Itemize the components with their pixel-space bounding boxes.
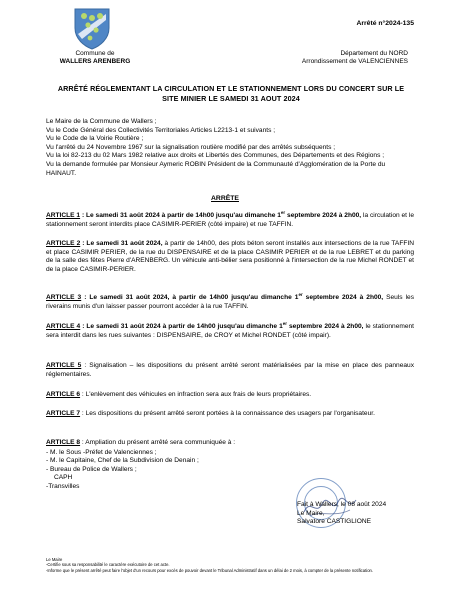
article-highlight: : Le samedi 31 août 2024, à partir de 14h00 jusqu'au dimanche 1: [81, 294, 299, 301]
article-2: [46, 240, 414, 274]
article-label: ARTICLE 6: [46, 391, 81, 398]
article-highlight: : Le samedi 31 août 2024,: [80, 240, 163, 247]
article-label: ARTICLE 8: [46, 439, 81, 446]
distribution-item: CAPH: [54, 474, 73, 482]
article-text: : Les dispositions du présent arrêté seront portées à la connaissance des usagers par l'organisateur.: [80, 410, 375, 417]
article-text: : Ampliation du présent arrêté sera communiquée à :: [80, 439, 236, 446]
signature-place-date: Fait à Wallers, le 08 août 2024: [297, 501, 387, 508]
consideration-item: Vu l'arrêté du 24 Novembre 1967 sur la signalisation routière modifié par des arrêtés subséquents ;: [46, 143, 336, 151]
article-1: [46, 209, 414, 229]
ordinal-suffix: er: [280, 209, 286, 215]
article-6: [46, 391, 414, 400]
article-text: le stationnement sera interdit dans les rues suivantes : DISPENSAIRE, de CROY et Michel RONDET (côté impair).: [46, 323, 415, 339]
article-highlight: septembre 2024 à 2h00,: [285, 212, 362, 219]
ordinal-suffix: er: [282, 320, 288, 326]
consideration-item: Le Maire de la Commune de Wallers ;: [46, 118, 157, 125]
article-4: [46, 320, 415, 340]
considerations: [46, 118, 416, 178]
footnote-line: Le Maire: [46, 557, 63, 562]
article-label: ARTICLE 2: [46, 240, 81, 247]
commune-label: Commune de: [75, 50, 115, 57]
article-highlight: : Le samedi 31 août 2024 à partir de 14h00 jusqu'au dimanche 1: [80, 323, 283, 330]
legal-footnote: [46, 557, 426, 573]
distribution-item: - Bureau de Police de Wallers ;: [46, 465, 137, 473]
ordinal-suffix: er: [298, 291, 303, 297]
article-label: ARTICLE 5: [46, 362, 82, 369]
article-label: ARTICLE 7: [46, 410, 81, 417]
coat-of-arms-icon: [72, 6, 112, 50]
article-text: Seuls les riverains munis d'un laisser passer pourront accéder à la rue TAFFIN.: [46, 294, 415, 310]
article-highlight: : Le samedi 31 août 2024 à partir de 14h00 jusqu'au dimanche 1: [80, 212, 281, 219]
consideration-item: Vu la demande formulée par Monsieur Aymeric ROBIN Président de la Communauté d'Agglomération de la Porte du HAINAUT.: [46, 160, 386, 177]
article-text: la circulation et le stationnement seront interdits place CASIMIR-PERIER (côté impaire) et rue TAFFIN.: [46, 212, 414, 228]
article-8: [46, 439, 414, 448]
consideration-item: Vu le Code de la Voirie Routière ;: [46, 135, 144, 143]
commune-name: WALLERS ARENBERG: [59, 58, 131, 65]
distribution-item: - M. le Sous -Préfet de Valenciennes ;: [46, 449, 157, 456]
document-title: ARRÊTÉ RÉGLEMENTANT LA CIRCULATION ET LE STATIONNEMENT LORS DU CONCERT SUR LE SITE MINIER LE SAMEDI 31 AOUT 2024: [57, 84, 405, 103]
distribution-item: -Transvilles: [46, 482, 80, 490]
arrondissement-line: Arrondissement de VALENCIENNES: [301, 58, 408, 65]
distribution-item: - M. le Capitaine, Chef de la Subdivision de Denain ;: [46, 457, 199, 465]
article-7: [46, 410, 414, 419]
department-line: Département du NORD: [340, 50, 408, 57]
article-text: : Signalisation – les dispositions du présent arrêté seront matérialisées par la mise en place des panneaux réglementaires.: [46, 362, 414, 378]
arrete-number: Arrêté n°2024-135: [356, 20, 414, 27]
consideration-item: Vu la loi 82-213 du 02 Mars 1982 relative aux droits et Libertés des Communes, des Départements et des Régions ;: [46, 152, 385, 160]
arrete-heading: ARRÊTE: [211, 195, 239, 202]
distribution-list: [46, 449, 286, 491]
article-label: ARTICLE 3: [46, 294, 82, 301]
footnote-line: -Informe que le présent arrêté peut faire l'objet d'un recours pour excès de pouvoir devant le Tribunal Administratif dans un délai de 2 mois, à compter de la présente notification.: [46, 567, 374, 573]
consideration-item: Vu le Code Général des Collectivités Territoriales Articles L2213-1 et suivants ;: [46, 126, 276, 134]
article-text: à partir de 14h00, des plots béton seront installés aux intersections de la rue TAFFIN et place CASIMIR PERIER, de la rue du DISPENSAIRE et de la place CASIMIR PERIER et de la rue LEBRET et du parking de la salle des fêtes Pierre d'ARENBERG. Un véhicule anti-bélier sera positionné à l'intersection de la rue Michel RONDET et de la place CASIMIR-PERIER.: [46, 240, 414, 273]
signature-block: [297, 501, 427, 527]
signature-role: Le Maire,: [297, 509, 325, 517]
article-3: [46, 291, 415, 311]
footnote-line: -Certifie sous sa responsabilité le caractère exécutoire de cet acte.: [46, 562, 170, 568]
department-block: [250, 50, 408, 66]
commune-block: [52, 50, 138, 66]
article-label: ARTICLE 4: [46, 323, 81, 330]
article-highlight: septembre 2024 à 2h00,: [287, 323, 364, 330]
article-label: ARTICLE 1: [46, 212, 81, 219]
article-text: : L'enlèvement des véhicules en infraction sera aux frais de leurs propriétaires.: [80, 391, 312, 398]
article-5: [46, 362, 414, 379]
signature-name: Salvatore CASTIGLIONE: [297, 518, 372, 526]
article-highlight: septembre 2024 à 2h00,: [302, 294, 384, 301]
